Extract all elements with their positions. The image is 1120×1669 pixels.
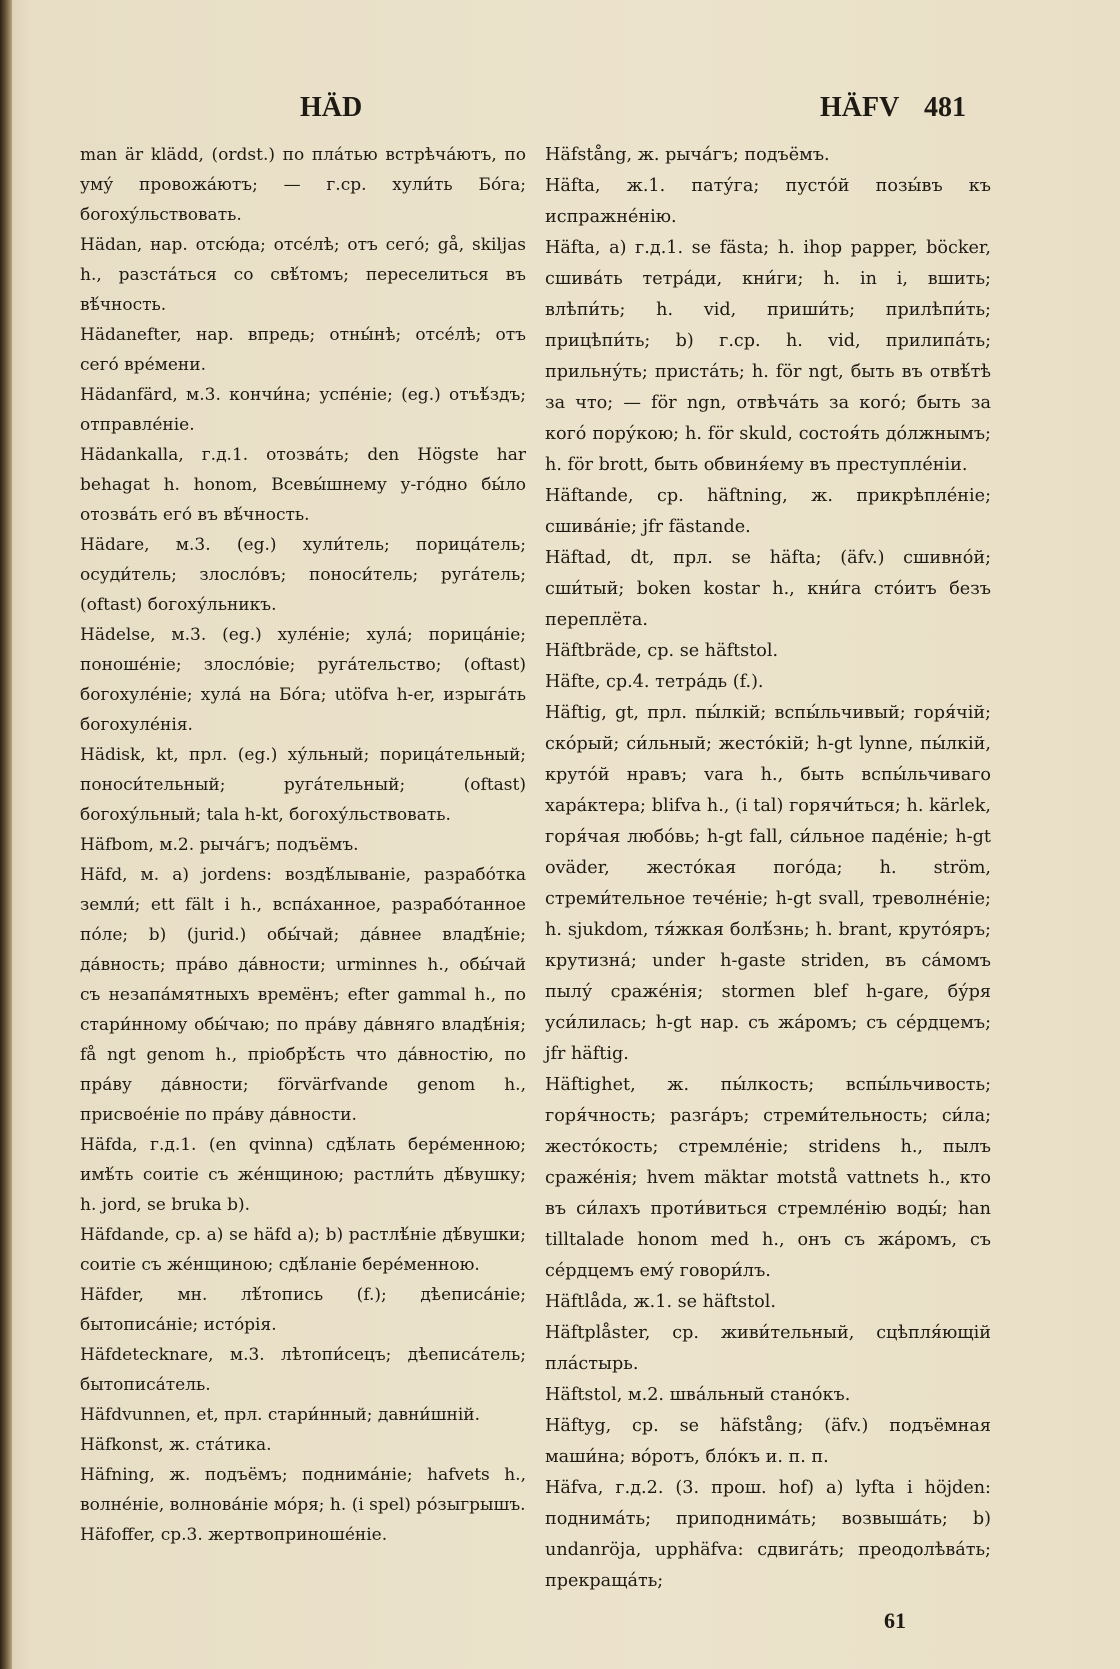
dictionary-entry: Hädankalla, г.д.1. отозва́ть; den Högste har behagat h. honom, Всевы́шнему у-го́дно бы́ло отозва́ть его́ въ вѣ́чность. (80, 445, 526, 525)
dictionary-entry: Häfoffer, ср.3. жертвоприноше́ніе. (80, 1525, 388, 1545)
dictionary-entry: Häftlåda, ж.1. se häftstol. (545, 1292, 776, 1312)
dictionary-entry: Häfd, м. a) jordens: воздѣ́лываніе, разрабо́тка земли́; ett fält i h., вспа́ханное, разрабо́танное по́ле; b) (jurid.) обы́чай; да́внее владѣ́ніе; да́вность; пра́во да́вности; urminnes h., обы́чай съ незапа́мятныхъ времёнъ; efter gammal h., по стари́нному обы́чаю; по пра́ву да́вняго владѣ́нія; få ngt genom h., пріобрѣ́сть что да́вностію, по пра́ву да́вности; förvärfvande genom h., присвое́ніе по пра́ву да́вности. (80, 865, 526, 1125)
dictionary-entry: Häfning, ж. подъёмъ; поднима́ніе; hafvets h., волне́ніе, волнова́ніе мо́ря; h. (i spel) ро́зыгрышъ. (80, 1465, 526, 1515)
dictionary-entry: Häfta, ж.1. пату́га; пусто́й позы́въ къ испражне́нію. (545, 176, 991, 227)
dictionary-entry: Häftplåster, ср. живи́тельный, сцѣпля́ющій пла́стырь. (545, 1323, 991, 1374)
dictionary-entry: Häftighet, ж. пы́лкость; вспы́льчивость; горя́чность; разга́ръ; стреми́тельность; си́ла; жесто́кость; стремле́ніе; stridens h., пылъ сраже́нія; hvem mäktar motstå vattnets h., кто въ си́лахъ проти́виться стремле́нію воды́; han tilltalade honom med h., онъ съ жа́ромъ, съ се́рдцемъ ему́ говори́лъ. (545, 1075, 991, 1281)
dictionary-entry: Häfte, ср.4. тетра́дь (f.). (545, 672, 764, 692)
left-column (80, 140, 526, 1550)
dictionary-entry: Hädan, нар. отсю́да; отсе́лѣ; отъ сего́; gå, skiljas h., разста́ться со свѣ́томъ; переселиться въ вѣ́чность. (80, 235, 526, 315)
dictionary-entry: Hädisk, kt, прл. (eg.) ху́льный; порица́тельный; поноси́тельный; руга́тельный; (oftast) богоху́льный; tala h-kt, богоху́льствовать. (80, 745, 526, 825)
dictionary-entry: man är klädd, (ordst.) по пла́тью встрѣча́ютъ, по уму́ провожа́ютъ; — г.ср. хули́ть Бо́га; богоху́льствовать. (80, 145, 526, 225)
left-guide-word: HÄD (300, 92, 363, 123)
dictionary-entry: Häfstång, ж. рыча́гъ; подъёмъ. (545, 145, 830, 165)
dictionary-entry: Häftbräde, ср. se häftstol. (545, 641, 779, 661)
dictionary-entry: Häftad, dt, прл. se häfta; (äfv.) сшивно́й; сши́тый; boken kostar h., кни́га сто́итъ безъ переплёта. (545, 548, 991, 630)
dictionary-entry: Häftyg, ср. se häfstång; (äfv.) подъёмная маши́на; во́ротъ, бло́къ и. п. п. (545, 1416, 991, 1467)
dictionary-entry: Häftig, gt, прл. пы́лкій; вспы́льчивый; горя́чій; ско́рый; си́льный; жесто́кій; h-gt lynne, пы́лкій, круто́й нравъ; vara h., быть вспы́льчиваго хара́ктера; blifva h., (i tal) горячи́ться; h. kärlek, горя́чая любо́вь; h-gt fall, си́льное паде́ніе; h-gt oväder, жесто́кая пого́да; h. ström, стреми́тельное тече́ніе; h-gt svall, треволне́ніе; h. sjukdom, тя́жкая болѣ́знь; h. brant, круто́яръ; крутизна́; under h-gaste striden, въ са́момъ пылу́ сраже́нія; stormen blef h-gare, бу́ря уси́лилась; h-gt нар. съ жа́ромъ; съ се́рдцемъ; jfr häftig. (545, 703, 991, 1064)
dictionary-entry: Hädanfärd, м.3. кончи́на; успе́ніе; (eg.) отъѣ́здъ; отправле́ніе. (80, 385, 526, 435)
right-guide-word: HÄFV (820, 92, 900, 123)
dictionary-entry: Hädanefter, нар. впредь; отны́нѣ; отсе́лѣ; отъ сего́ вре́мени. (80, 325, 526, 375)
dictionary-entry: Häfda, г.д.1. (en qvinna) сдѣ́лать бере́менною; имѣ́ть соитіе съ же́нщиною; растли́ть дѣ́вушку; h. jord, se bruka b). (80, 1135, 526, 1215)
right-column (545, 140, 991, 1597)
dictionary-entry: Häfdetecknare, м.3. лѣтопи́сецъ; дѣеписа́тель; бытописа́тель. (80, 1345, 526, 1395)
dictionary-entry: Häfder, мн. лѣ́топись (f.); дѣеписа́ніе; бытописа́ніе; исто́рія. (80, 1285, 526, 1335)
dictionary-entry: Häftstol, м.2. шва́льный стано́къ. (545, 1385, 851, 1405)
dictionary-entry: Häfbom, м.2. рыча́гъ; подъёмъ. (80, 835, 359, 855)
dictionary-entry: Häfdande, ср. a) se häfd a); b) растлѣ́ніе дѣ́вушки; соитіе съ же́нщиною; сдѣ́ланіе бере́менною. (80, 1225, 526, 1275)
dictionary-entry: Hädare, м.3. (eg.) хули́тель; порица́тель; осуди́тель; злосло́въ; поноси́тель; руга́тель; (oftast) богоху́льникъ. (80, 535, 526, 615)
dictionary-entry: Häfkonst, ж. ста́тика. (80, 1435, 272, 1455)
dictionary-entry: Häfdvunnen, et, прл. стари́нный; давни́шній. (80, 1405, 480, 1425)
dictionary-entry: Häfva, г.д.2. (3. прош. hof) a) lyfta i höjden: поднима́ть; приподнима́ть; возвыша́ть; b) undanröja, upphäfva: сдвига́ть; преодолѣва́ть; прекраща́ть; (545, 1478, 991, 1591)
signature-mark: 61 (884, 1608, 906, 1633)
book-spine-shadow (0, 0, 12, 1669)
running-header (0, 92, 1120, 132)
page-number: 481 (924, 92, 966, 123)
dictionary-entry: Häftande, ср. häftning, ж. прикрѣпле́ніе; сшива́ніе; jfr fästande. (545, 486, 991, 537)
dictionary-entry: Häfta, a) г.д.1. se fästa; h. ihop papper, böcker, сшива́ть тетра́ди, кни́ги; h. in i, вшить; влѣпи́ть; h. vid, приши́ть; прилѣпи́ть; прицѣпи́ть; b) г.ср. h. vid, прилипа́ть; прильну́ть; приста́ть; h. för ngt, быть въ отвѣ́тѣ за что; — för ngn, отвѣча́ть за кого́; быть за кого́ пору́кою; h. för skuld, состоя́ть до́лжнымъ; h. för brott, быть обвиня́ему въ преступле́ніи. (545, 238, 991, 475)
dictionary-entry: Hädelse, м.3. (eg.) хуле́ніе; хула́; порица́ніе; поноше́ніе; злосло́віе; руга́тельство; (oftast) богохуле́ніе; хула́ на Бо́га; utöfva h-er, изрыга́ть богохуле́нія. (80, 625, 526, 735)
